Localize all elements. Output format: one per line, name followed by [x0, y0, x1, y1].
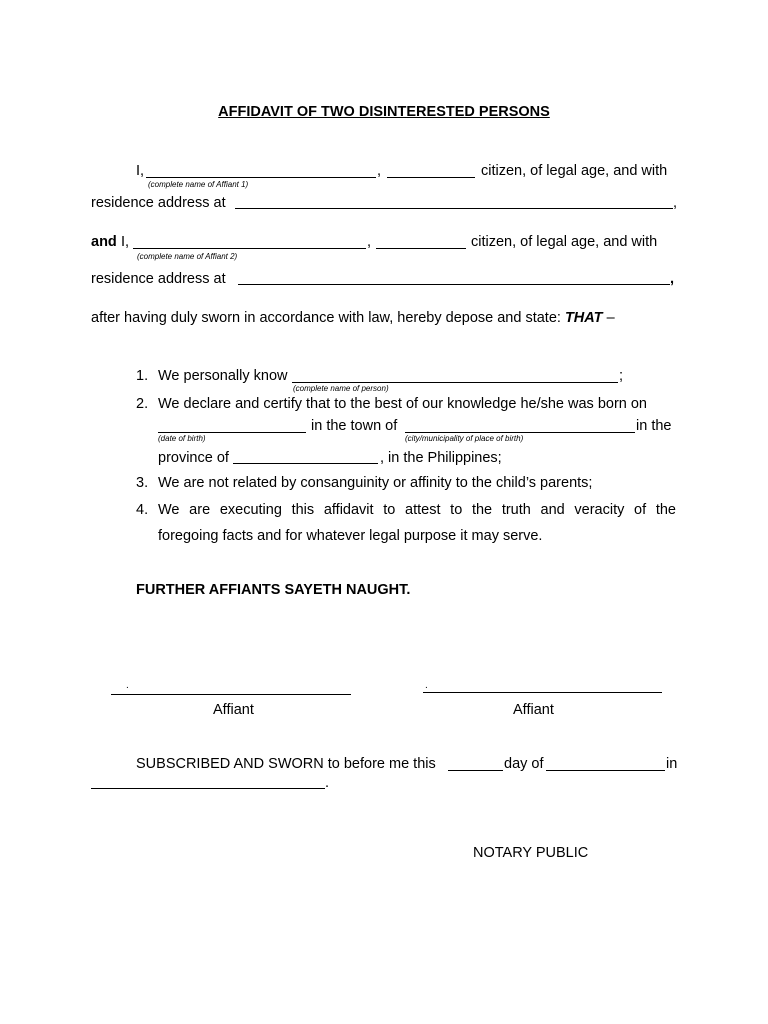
item2-city-caption: (city/municipality of place of birth) [405, 434, 524, 443]
affiant2-residence-label: residence address at [91, 271, 226, 287]
item3-number: 3. [136, 475, 149, 491]
notary-public: NOTARY PUBLIC [473, 845, 589, 861]
item2-town-label: in the town of [311, 418, 398, 434]
item1-person-name-field[interactable] [292, 382, 618, 383]
affiant2-residence-end: , [670, 271, 675, 287]
affiant1-comma: , [377, 163, 382, 179]
affiant2-name-caption: (complete name of Affiant 2) [137, 252, 238, 261]
item2-dob-field[interactable] [158, 432, 306, 433]
affiant2-name-field[interactable] [133, 248, 366, 249]
item4-number: 4. [136, 502, 149, 518]
affiant1-prefix: I, [136, 163, 145, 179]
affiant1-name-field[interactable] [146, 177, 376, 178]
item2-in-the: in the [636, 418, 672, 434]
subscribed-in: in [666, 756, 678, 772]
item2-number: 2. [136, 396, 149, 412]
item1-end: ; [619, 368, 624, 384]
depose-statement [91, 310, 615, 326]
subscribed-day-of: day of [504, 756, 544, 772]
subscribed-end: . [325, 775, 330, 791]
item2-province-label: province of [158, 450, 229, 466]
item2-dob-caption: (date of birth) [158, 434, 206, 443]
affiant2-comma: , [367, 234, 372, 250]
depose-that: THAT [564, 310, 603, 326]
affiant1-citizen-text: citizen, of legal age, and with [481, 163, 668, 179]
item1-caption: (complete name of person) [293, 384, 389, 393]
affiant1-residence-end: , [673, 195, 678, 211]
affiant1-residence-field[interactable] [235, 208, 673, 209]
depose-dash: – [606, 310, 615, 326]
item4-line2: foregoing facts and for whatever legal purpose it may serve. [158, 528, 543, 544]
item2-province-field[interactable] [233, 463, 378, 464]
affiant2-citizenship-field[interactable] [376, 248, 466, 249]
subscribed-place-field[interactable] [91, 788, 325, 789]
affiant2-residence-field[interactable] [238, 284, 670, 285]
affiant2-prefix: I, [121, 234, 130, 250]
sig-right-label: Affiant [513, 702, 554, 718]
sig-right-line[interactable] [423, 692, 662, 693]
affiant2-and: and [91, 234, 117, 250]
affiant1-name-caption: (complete name of Affiant 1) [148, 180, 249, 189]
further-affiants: FURTHER AFFIANTS SAYETH NAUGHT. [136, 582, 411, 598]
affiant2-citizen-text: citizen, of legal age, and with [471, 234, 658, 250]
item1-text: We personally know [158, 368, 288, 384]
subscribed-month-field[interactable] [546, 770, 665, 771]
document-title: AFFIDAVIT OF TWO DISINTERESTED PERSONS [218, 104, 550, 120]
subscribed-text: SUBSCRIBED AND SWORN to before me this [136, 756, 436, 772]
item2-city-field[interactable] [405, 432, 635, 433]
item3-text: We are not related by consanguinity or affinity to the child’s parents; [158, 475, 593, 491]
affiant1-residence-label: residence address at [91, 195, 226, 211]
item1-number: 1. [136, 368, 149, 384]
sig-left-dot: . [126, 680, 129, 691]
affiant1-citizenship-field[interactable] [387, 177, 475, 178]
sig-left-label: Affiant [213, 702, 254, 718]
item4-line1: We are executing this affidavit to attest to the truth and veracity of the [158, 502, 676, 518]
sig-right-dot: . [425, 680, 428, 691]
depose-text: after having duly sworn in accordance with law, hereby depose and state: [91, 310, 561, 326]
item2-philippines: , in the Philippines; [380, 450, 502, 466]
subscribed-day-field[interactable] [448, 770, 503, 771]
item2-text: We declare and certify that to the best of our knowledge he/she was born on [158, 396, 647, 412]
sig-left-line[interactable] [111, 694, 351, 695]
